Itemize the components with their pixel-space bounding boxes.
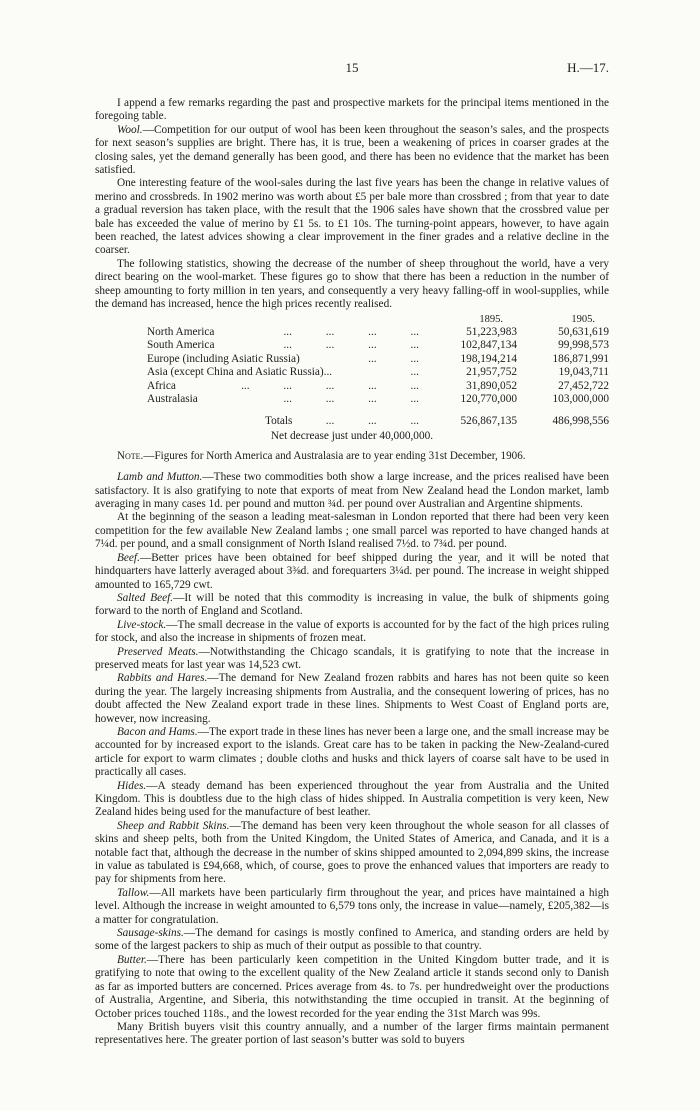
paragraph-lead: Preserved Meats. — [117, 645, 199, 658]
paragraph-lamb-mutton — [95, 471, 609, 511]
dot-leader: ... ... ... ... — [283, 325, 419, 338]
paragraph-wool — [95, 124, 609, 178]
table-cell-totals-1895: 526,867,135 — [460, 415, 517, 428]
paragraph-lead: Sausage-skins. — [117, 927, 184, 940]
table-row-australasia — [147, 393, 609, 407]
table-cell-1895: 21,957,752 — [466, 366, 517, 379]
paragraph-merino-crossbred — [95, 177, 609, 257]
note-label: Note. — [117, 450, 144, 463]
paragraph-rabbits-hares — [95, 672, 609, 726]
note-text: —Figures for North America and Australasia are to year ending 31st December, 1906. — [143, 450, 526, 463]
paragraph-text: —There has been particularly keen competition in the United Kingdom butter trade, and it is gratifying to note that owing to the excellent quality of the New Zealand article it stands second only to Danish as far as imported butters are concerned. Prices average from 4s. to 7s. per hundredweight over the productions of Australia, Argentine, and Siberia, this notwithstanding the time occupied in transit. At the beginning of October prices touched 118s., and the lowest recorded for the year ending the 31st March was 99s. — [95, 953, 609, 1020]
paragraph-text: —Better prices have been obtained for beef shipped during the year, and it will be noted that hindquarters have latterly averaged about 3⅜d. and forequarters 3¼d. per pound. The increase in weight shipped amounted to 165,729 cwt. — [95, 551, 609, 591]
paragraph-season-competition — [95, 511, 609, 551]
paragraph-lead: Wool. — [117, 123, 143, 136]
page-header — [95, 60, 609, 77]
paragraph-preserved-meats — [95, 646, 609, 673]
totals-rule-row — [147, 407, 609, 415]
dot-leader: ... ... ... — [325, 415, 419, 428]
paragraph-text: The following statistics, showing the decrease of the number of sheep throughout the world, have a very direct bearing on the wool-market. These figures go to show that there has been a reduction in the number of sheep amounting to forty million in ten years, and consequently a very heavy falling-off in wool-supplies, while the demand has increased, hence the high prices recently realised. — [95, 257, 609, 311]
table-cell-region: Africa — [147, 379, 176, 392]
table-row-europe — [147, 353, 609, 367]
dot-leader: ... ... — [368, 352, 419, 365]
table-cell-1895: 198,194,214 — [460, 352, 517, 365]
paragraph-text: —The small decrease in the value of exports is accounted for by the fact of the high prices ruling for stock, and also the increase in shipments of frozen meat. — [95, 618, 609, 645]
table-row-north-america — [147, 326, 609, 340]
table-row-africa — [147, 380, 609, 394]
page-number: 15 — [345, 60, 359, 75]
table-cell-region: North America — [147, 325, 215, 338]
paragraph-lead: Lamb and Mutton. — [117, 471, 203, 484]
paragraph-text: —All markets have been particularly firm throughout the year, and prices have maintained a high level. Although the increase in weight amounted to 6,579 tons only, the increase in value—namely, £205,382—is a matter for congratulation. — [95, 886, 609, 926]
paragraph-text: One interesting feature of the wool-sales during the last five years has been the change in relative values of merino and crossbreds. In 1902 merino was worth about £5 per bale more than crossbred ; from that year to date a gradual reversion has taken place, with the result that the 1906 sales have shown that the crossbred value per bale has exceeded the value of merino by £1 5s. to £1 10s. The turning-point appears, however, to have again been reached, the latest advices showing a clear improvement in the finer grades and a relative decline in the coarser. — [95, 177, 609, 257]
paragraph-text: —The demand for casings is mostly confined to America, and standing orders are held by some of the largest packers to ship as much of their output as possible to that country. — [95, 927, 609, 953]
paragraph-text: —Competition for our output of wool has been keen throughout the season’s sales, and the prospects for next season’s supplies are bright. There has, it is true, been a weakening of prices in coarser grades at the closing sales, yet the demand generally has been good, and there has been no evidence that the market has been satisfied. — [95, 123, 609, 177]
sheep-numbers-table — [147, 313, 609, 429]
paragraph-intro — [95, 97, 609, 124]
paragraph-text: Many British buyers visit this country annually, and a number of the larger firms maintain permanent representatives here. The greater portion of last season’s butter was sold to buyers — [95, 1020, 609, 1047]
table-cell-1905: 50,631,619 — [558, 325, 609, 338]
table-cell-1895: 120,770,000 — [460, 393, 517, 406]
paragraph-salted-beef — [95, 592, 609, 619]
table-year-headers — [147, 313, 609, 326]
paragraph-beef — [95, 552, 609, 592]
paragraph-lead: Beef. — [117, 551, 140, 564]
table-cell-totals-1905: 486,998,556 — [552, 415, 609, 428]
year-header-1895: 1895. — [479, 313, 503, 325]
table-cell-1895: 51,223,983 — [466, 325, 517, 338]
table-cell-region: South America — [147, 339, 215, 352]
table-cell-1905: 99,998,573 — [558, 339, 609, 352]
table-net-decrease-line: Net decrease just under 40,000,000. — [270, 429, 434, 442]
paragraph-text: At the beginning of the season a leading meat-salesman in London reported that there had been very keen competition for the few available New Zealand lambs ; one small parcel was reported to have changed hands at 7¼d. per pound, and a small consignment of North Island realised 7½d. to 7¾d. per pound. — [95, 511, 609, 551]
table-cell-1905: 27,452,722 — [558, 379, 609, 392]
paragraph-text: —The export trade in these lines has never been a large one, and the small increase may be accounted for by increased export to the islands. Great care has to be taken in packing the New-Zealand-cured article for export to warm climates ; double cloths and husks and thick layers of coarse salt have to be used in practically all cases. — [95, 725, 610, 779]
paragraph-text: —The demand for New Zealand frozen rabbits and hares has not been quite so keen during the year. The largely increasing shipments from Australia, and the consequent lowering of prices, has no doubt affected the New Zealand export trade in these lines. Shipments to West Coast of England ports are, however, now increasing. — [95, 672, 609, 725]
paragraph-text: —A steady demand has been experienced throughout the year from Australia and the United Kingdom. This is doubtless due to the high class of hides shipped. In Australia competition is very keen, New Zealand hides being used for the manufacture of best leather. — [95, 779, 609, 819]
paragraph-lead: Sheep and Rabbit Skins. — [117, 819, 230, 832]
dot-leader: ... ... ... ... — [283, 339, 419, 352]
table-cell-1895: 102,847,134 — [460, 339, 517, 352]
paragraph-british-buyers — [95, 1021, 609, 1048]
paragraph-hides — [95, 780, 609, 820]
table-row-asia — [147, 366, 609, 380]
paragraph-lead: Rabbits and Hares. — [117, 672, 208, 685]
note-paragraph — [95, 450, 609, 463]
paragraph-lead: Bacon and Hams. — [117, 725, 198, 738]
paragraph-lead: Salted Beef. — [117, 591, 174, 604]
paragraph-text: —Notwithstanding the Chicago scandals, it is gratifying to note that the increase in preserved meats for last year was 14,523 cwt. — [95, 645, 609, 671]
paragraph-tallow — [95, 887, 609, 927]
dot-leader: ... ... ... ... — [283, 393, 419, 406]
paragraph-lead: Tallow. — [117, 886, 150, 899]
paragraph-sheep-statistics — [95, 258, 609, 312]
table-cell-totals-label: Totals — [265, 415, 293, 428]
document-reference: H.—17. — [567, 60, 609, 75]
table-cell-1905: 19,043,711 — [558, 366, 609, 379]
paragraph-lead: Butter. — [117, 953, 147, 966]
year-header-1905: 1905. — [571, 313, 595, 325]
table-cell-1905: 103,000,000 — [552, 393, 609, 406]
paragraph-lead: Hides. — [117, 779, 147, 792]
paragraph-sausage-skins — [95, 927, 609, 954]
paragraph-text: —The demand has been very keen throughout the whole season for all classes of skins and sheep pelts, both from the United Kingdom, the United States of America, and Canada, and it is a notable fact that, although the decrease in the number of skins shipped amounted to 2,094,899 skins, the increase in value as tabulated is £94,668, which, of course, goes to prove the enhanced values that importers are ready to pay for shipments from here. — [95, 819, 609, 886]
table-row-totals — [147, 415, 609, 429]
paragraph-text: I append a few remarks regarding the past and prospective markets for the principal items mentioned in the foregoing table. — [95, 97, 609, 123]
table-cell-1895: 31,890,052 — [466, 379, 517, 392]
paragraph-sheep-rabbit-skins — [95, 820, 609, 887]
paragraph-text: —These two commodities both show a large increase, and the prices realised have been satisfactory. It is also gratifying to note that exports of meat from New Zealand head the London market, lamb averaging in many cases 1d. per pound and mutton ¾d. per pound over Australian and Argentine shipments. — [95, 471, 609, 511]
paragraph-text: —It will be noted that this commodity is increasing in value, the bulk of shipments going forward to the north of England and Scotland. — [95, 591, 610, 618]
dot-leader: ... — [410, 366, 419, 379]
paragraph-live-stock — [95, 619, 609, 646]
paragraph-bacon-hams — [95, 726, 609, 780]
paragraph-lead: Live-stock. — [117, 618, 167, 631]
dot-leader: ... ... ... ... ... — [241, 379, 419, 392]
table-cell-region: Australasia — [147, 393, 198, 406]
table-cell-region: Europe (including Asiatic Russia) — [147, 352, 300, 365]
table-row-south-america — [147, 339, 609, 353]
table-cell-region: Asia (except China and Asiatic Russia)... — [147, 366, 333, 379]
table-cell-1905: 186,871,991 — [552, 352, 609, 365]
paragraph-butter — [95, 954, 609, 1021]
